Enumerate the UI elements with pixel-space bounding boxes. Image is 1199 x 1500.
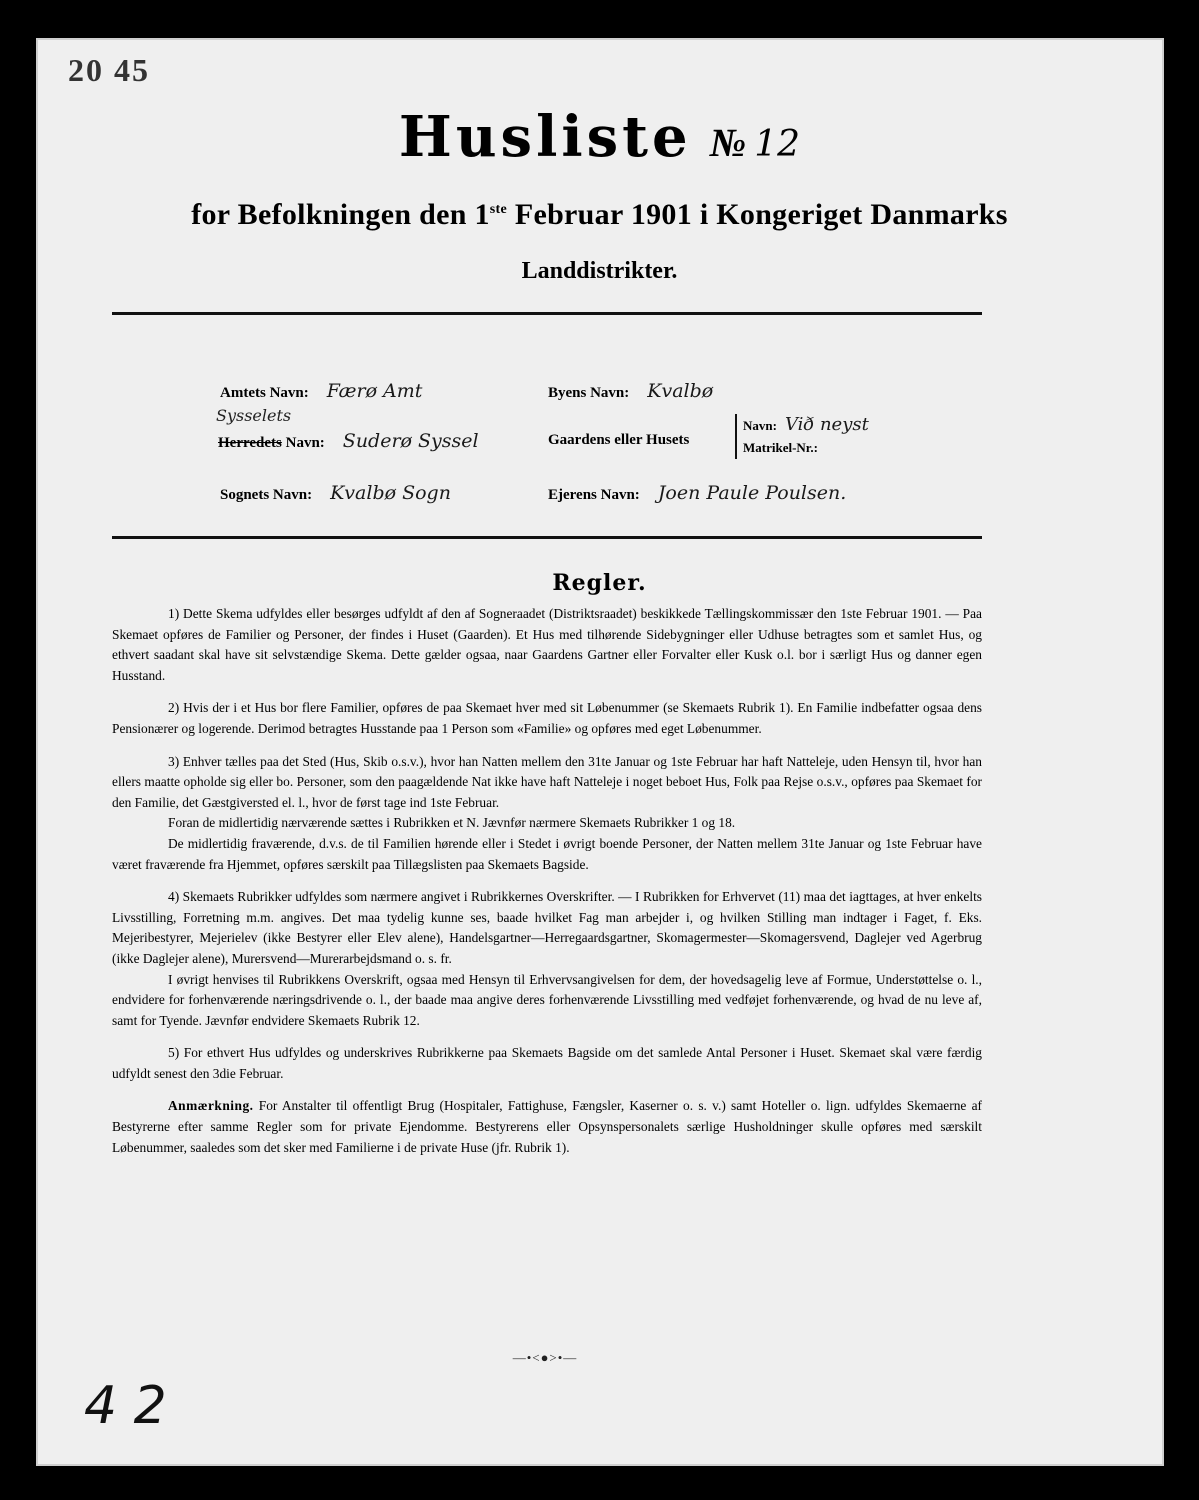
sogn-field xyxy=(220,482,451,504)
ejer-label: Ejerens Navn: xyxy=(548,487,640,503)
rule-4b: I øvrigt henvises til Rubrikkens Overskrift, ogsaa med Hensyn til Erhvervsangivelsen for dem, der hovedsagelig leve af Formue, Understøttelse o. l., endvidere for forhenværende næringsdrivende o. l., der baade maa angive deres forhenværende Livsstilling med vedføjet forhenværende, og hvad de nu leve af, samt for Tyende. Jævnfør endvidere Skemaets Rubrik 12. xyxy=(112,971,982,1028)
number-label: № xyxy=(709,120,747,165)
ejer-field xyxy=(548,482,846,504)
rules-body xyxy=(112,604,982,1170)
herred-field xyxy=(218,430,479,452)
rule-3: 3) Enhver tælles paa det Sted (Hus, Skib o.s.v.), hvor han Natten mellem den 31te Januar og 1ste Februar har haft Natteleje, uden Hensyn til, hvor han ellers maatte opholde sig eller bo. Personer, som den paagældende Nat ikke have haft Natteleje i noget beboet Hus, Folk paa Rejse o.s.v., opføres paa Skemaet for den Familie, det Gæstgiversted el. l., hvor de først tage ind 1ste Februar. xyxy=(112,753,982,810)
top-divider xyxy=(112,312,982,315)
rules-title: Regler. xyxy=(552,570,647,596)
subtitle-part2: Februar 1901 i Kongeriget Danmarks xyxy=(507,198,1008,231)
rule-3c: De midlertidig fraværende, d.v.s. de til Familien hørende eller i Stedet i øvrigt boende Personer, der Natten mellem 31te Januar og 1ste Februar have været fraværende fra Hjemmet, opføres særskilt paa Tillægslisten paa Skemaets Bagside. xyxy=(112,835,982,872)
title-main: Husliste xyxy=(398,104,692,170)
gaard-field xyxy=(548,432,689,449)
amt-field xyxy=(220,380,422,402)
gaard-navn-label: Navn: xyxy=(743,418,777,433)
ejer-value: Joen Paule Poulsen. xyxy=(657,482,847,504)
byens-value: Kvalbø xyxy=(647,380,714,402)
byens-label: Byens Navn: xyxy=(548,385,630,401)
byens-field xyxy=(548,380,713,402)
note-label: Anmærkning. xyxy=(168,1098,254,1114)
herred-label-rest: Navn: xyxy=(281,435,325,451)
gaard-navn-value: Við neyst xyxy=(784,414,869,435)
corner-number: 20 45 xyxy=(68,52,150,88)
rule-2: 2) Hvis der i et Hus bor flere Familier, opføres de paa Skemaet hver med sit Løbenummer (se Skemaets Rubrik 1). En Familie indbefatter ogsaa dens Pensionærer og logerende. Derimod betragtes Husstande paa 1 Person som «Familie» og opføres med eget Løbenummer. xyxy=(112,700,982,736)
herred-value: Suderø Syssel xyxy=(342,430,479,452)
subtitle-sup: ste xyxy=(489,202,508,217)
rule-3b: Foran de midlertidig nærværende sættes i Rubrikken et N. Jævnfør nærmere Skemaets Rubrikker 1 og 18. xyxy=(168,815,736,831)
gaard-bracket xyxy=(735,414,869,459)
herred-correction: Sysselets xyxy=(216,406,292,425)
bottom-number: 4 2 xyxy=(84,1376,167,1436)
subtitle-part1: for Befolkningen den 1 xyxy=(191,198,490,231)
gaard-navn-row xyxy=(743,414,869,437)
sogn-value: Kvalbø Sogn xyxy=(330,482,451,504)
rule-1: 1) Dette Skema udfyldes eller besørges udfyldt af den af Sogneraadet (Distriktsraadet) beskikkede Tællingskommissær den 1ste Februar 1901. — Paa Skemaet opføres de Familier og Personer, der findes i Huset (Gaarden). Et Hus med tilhørende Sidebygninger eller Udhuse betragtes som et samlet Hus, og ethvert saadant skal have sit selvstændige Skema. Dette gælder ogsaa, naar Gaardens Gartner eller Forvalter eller Kusk o.l. bor i særligt Hus og danner egen Husstand. xyxy=(112,606,982,683)
document-title xyxy=(0,104,1199,170)
subtitle-districts: Landdistrikter. xyxy=(521,258,678,284)
rule-4: 4) Skemaets Rubrikker udfyldes som nærmere angivet i Rubrikkernes Overskrifter. — I Rubrikken for Erhvervet (11) maa det iagttages, at hver enkelts Livsstilling, Forretning m.m. angives. Det maa tydelig kunne ses, baade hvilket Fag man arbejder i, og hvilken Stilling man indtager i Faget, f. Eks. Mejeribestyrer, Mejerielev (ikke Bestyrer eller Elev alene), Handelsgartner—Herregaardsgartner, Skomagermester—Skomagersvend, Daglejer ved Agerbrug (ikke Daglejer alene), Murersvend—Murerarbejdsmand o. s. fr. xyxy=(112,889,982,966)
sogn-label: Sognets Navn: xyxy=(220,487,313,503)
gaard-label: Gaardens eller Husets xyxy=(548,432,690,448)
note-text: For Anstalter til offentligt Brug (Hospitaler, Fattighuse, Fængsler, Kaserner o. s. v.) samt Hoteller o. lign. udfyldes Skemaerne af Bestyrerne efter samme Regler som for private Ejendomme. Bestyrerens eller Opsynspersonalets særlige Husholdninger skulle opføres med særskilt Løbenummer, saaledes som det sker med Familierne i de private Huse (jfr. Rubrik 1). xyxy=(112,1098,982,1155)
number-value: 12 xyxy=(754,124,801,165)
herred-label-struck: Herredets xyxy=(218,435,282,451)
amt-value: Færø Amt xyxy=(326,380,423,402)
note-paragraph xyxy=(112,1096,982,1158)
rule-5: 5) For ethvert Hus udfyldes og underskrives Rubrikkerne paa Skemaets Bagside om det samlede Antal Personer i Huset. Skemaet skal være færdig udfyldt senest den 3die Februar. xyxy=(112,1045,982,1081)
bottom-divider xyxy=(112,536,982,539)
subtitle xyxy=(0,198,1199,232)
ornament: —•<●>•— xyxy=(512,1350,578,1365)
matrikel-row: Matrikel-Nr.: xyxy=(743,440,818,455)
amt-label: Amtets Navn: xyxy=(220,385,309,401)
